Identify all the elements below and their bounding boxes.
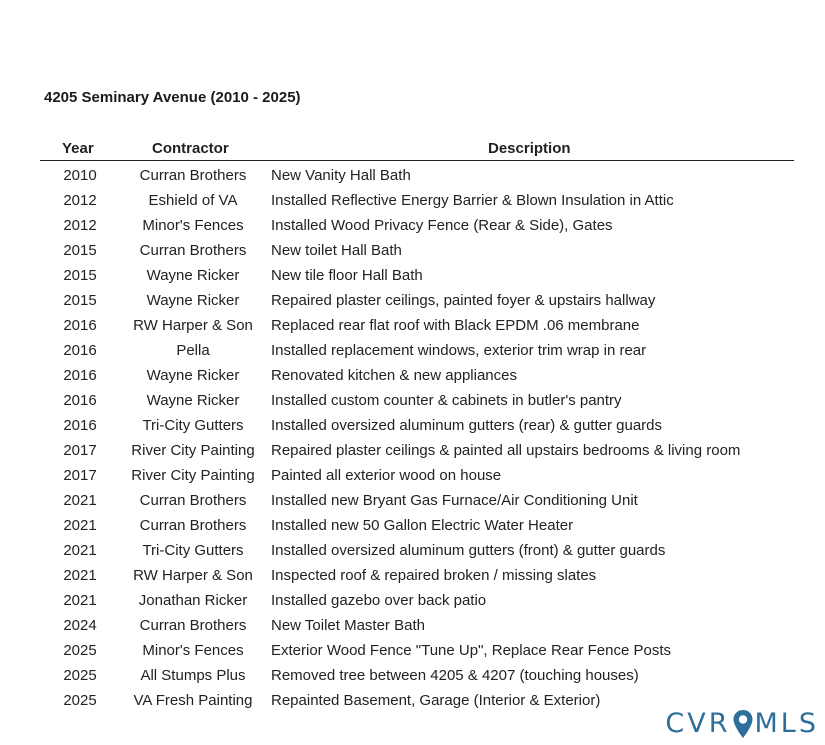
table-row [40, 613, 794, 638]
cell-description: Installed replacement windows, exterior trim wrap in rear [271, 342, 647, 359]
cell-description: Repaired plaster ceilings, painted foyer & upstairs hallway [271, 292, 656, 309]
table-row [40, 363, 794, 388]
maintenance-table [40, 138, 794, 713]
cell-contractor: All Stumps Plus [140, 667, 246, 684]
cell-contractor: RW Harper & Son [133, 567, 253, 584]
table-row [40, 338, 794, 363]
cell-contractor: Wayne Ricker [146, 267, 240, 284]
cell-description: New tile floor Hall Bath [271, 267, 423, 284]
map-pin-icon [732, 709, 754, 739]
cell-year: 2016 [63, 392, 97, 409]
cell-description: New toilet Hall Bath [271, 242, 402, 259]
cell-year: 2016 [63, 367, 97, 384]
cell-description: Installed Reflective Energy Barrier & Blown Insulation in Attic [271, 192, 674, 209]
cell-description: Inspected roof & repaired broken / missing slates [271, 567, 597, 584]
table-row [40, 263, 794, 288]
cell-year: 2016 [63, 342, 97, 359]
cell-year: 2016 [63, 417, 97, 434]
cell-contractor: River City Painting [131, 442, 255, 459]
cell-description: Installed new Bryant Gas Furnace/Air Conditioning Unit [271, 492, 638, 509]
cell-description: New Vanity Hall Bath [271, 167, 411, 184]
cell-year: 2021 [63, 542, 97, 559]
cell-description: Removed tree between 4205 & 4207 (touching houses) [271, 667, 639, 684]
watermark-logo [665, 708, 819, 739]
watermark-text-left: CVR [665, 708, 731, 739]
cell-contractor: Curran Brothers [139, 242, 247, 259]
table-header [40, 138, 794, 161]
table-row [40, 588, 794, 613]
cell-contractor: Pella [176, 342, 210, 359]
cell-description: Installed new 50 Gallon Electric Water Heater [271, 517, 574, 534]
table-row [40, 313, 794, 338]
watermark-text-right: MLS [754, 708, 819, 739]
cell-year: 2015 [63, 242, 97, 259]
cell-year: 2016 [63, 317, 97, 334]
cell-year: 2024 [63, 617, 97, 634]
table-row [40, 538, 794, 563]
cell-year: 2021 [63, 567, 97, 584]
table-row [40, 163, 794, 188]
page-title: 4205 Seminary Avenue (2010 - 2025) [44, 89, 301, 106]
cell-description: Repainted Basement, Garage (Interior & Exterior) [271, 692, 601, 709]
table-row [40, 413, 794, 438]
cell-contractor: Curran Brothers [139, 167, 247, 184]
table-body [40, 161, 794, 713]
table-row [40, 238, 794, 263]
cell-contractor: Minor's Fences [142, 642, 244, 659]
cell-description: Installed gazebo over back patio [271, 592, 487, 609]
cell-contractor: Curran Brothers [139, 517, 247, 534]
cell-description: Exterior Wood Fence "Tune Up", Replace Rear Fence Posts [271, 642, 671, 659]
cell-description: Repaired plaster ceilings & painted all upstairs bedrooms & living room [271, 442, 741, 459]
cell-description: Painted all exterior wood on house [271, 467, 502, 484]
header-year: Year [62, 140, 94, 157]
table-row [40, 438, 794, 463]
cell-description: Installed custom counter & cabinets in butler's pantry [271, 392, 622, 409]
cell-contractor: Eshield of VA [148, 192, 238, 209]
cell-contractor: River City Painting [131, 467, 255, 484]
cell-contractor: Minor's Fences [142, 217, 244, 234]
cell-contractor: Tri-City Gutters [142, 542, 244, 559]
cell-year: 2017 [63, 467, 97, 484]
table-row [40, 663, 794, 688]
header-description: Description [488, 140, 571, 157]
cell-description: Installed Wood Privacy Fence (Rear & Side), Gates [271, 217, 613, 234]
cell-contractor: Wayne Ricker [146, 367, 240, 384]
table-row [40, 288, 794, 313]
table-row [40, 513, 794, 538]
cell-contractor: VA Fresh Painting [133, 692, 253, 709]
cell-year: 2017 [63, 442, 97, 459]
cell-year: 2021 [63, 517, 97, 534]
cell-year: 2012 [63, 217, 97, 234]
cell-year: 2010 [63, 167, 97, 184]
cell-year: 2015 [63, 267, 97, 284]
cell-contractor: Tri-City Gutters [142, 417, 244, 434]
cell-year: 2025 [63, 667, 97, 684]
cell-description: Installed oversized aluminum gutters (rear) & gutter guards [271, 417, 663, 434]
cell-contractor: RW Harper & Son [133, 317, 253, 334]
cell-contractor: Jonathan Ricker [138, 592, 248, 609]
cell-year: 2025 [63, 692, 97, 709]
cell-year: 2021 [63, 492, 97, 509]
cell-year: 2015 [63, 292, 97, 309]
cell-description: Installed oversized aluminum gutters (front) & gutter guards [271, 542, 666, 559]
cell-description: Renovated kitchen & new appliances [271, 367, 517, 384]
table-row [40, 463, 794, 488]
cell-description: Replaced rear flat roof with Black EPDM .06 membrane [271, 317, 640, 334]
header-contractor: Contractor [152, 140, 229, 157]
cell-contractor: Wayne Ricker [146, 392, 240, 409]
table-row [40, 488, 794, 513]
cell-contractor: Curran Brothers [139, 492, 247, 509]
cell-year: 2021 [63, 592, 97, 609]
table-row [40, 638, 794, 663]
table-row [40, 188, 794, 213]
table-row [40, 563, 794, 588]
cell-description: New Toilet Master Bath [271, 617, 425, 634]
cell-contractor: Curran Brothers [139, 617, 247, 634]
cell-year: 2025 [63, 642, 97, 659]
cell-year: 2012 [63, 192, 97, 209]
table-row [40, 388, 794, 413]
table-row [40, 213, 794, 238]
cell-contractor: Wayne Ricker [146, 292, 240, 309]
